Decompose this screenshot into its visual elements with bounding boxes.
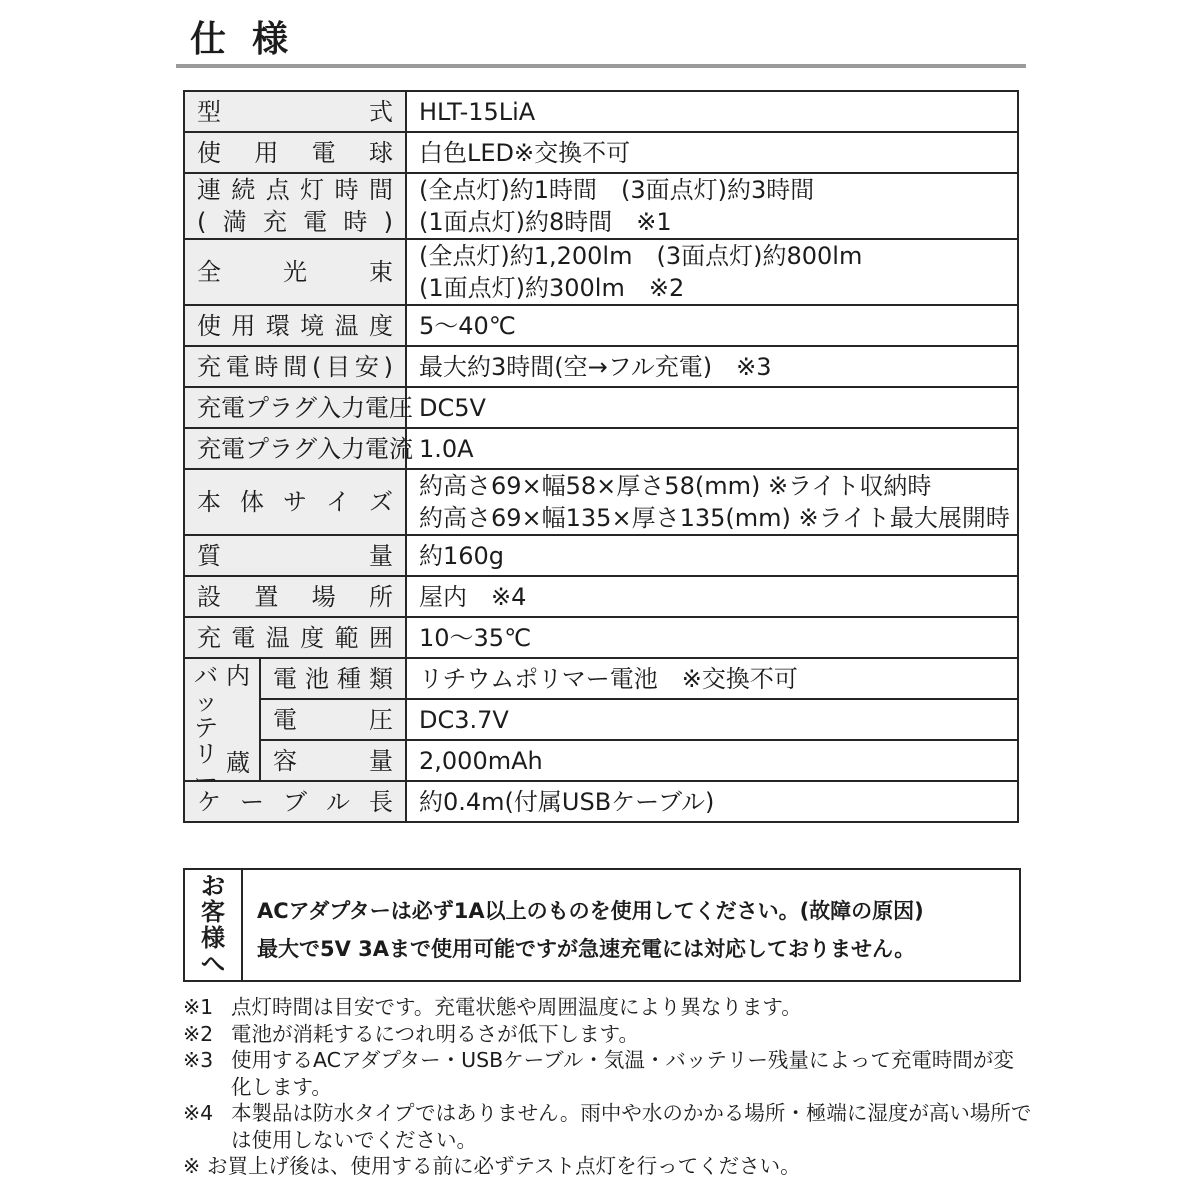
- spec-label-text: 充 電 温 度 範 囲: [197, 623, 393, 652]
- spec-label: [184, 469, 406, 535]
- spec-value: (1面点灯)約300lm ※2: [419, 274, 685, 302]
- spec-value: 約160g: [419, 541, 505, 570]
- spec-row: [184, 387, 1018, 428]
- spec-value-cell: [406, 239, 1018, 305]
- footnote-text: お買上げ後は、使用する前に必ずテスト点灯を行ってください。: [207, 1154, 801, 1178]
- spec-row: [184, 617, 1018, 658]
- footnote-mark: ※4: [183, 1101, 214, 1125]
- spec-row: [184, 781, 1018, 822]
- battery-spec-value: [406, 699, 1018, 740]
- spec-row: [184, 576, 1018, 617]
- spec-row: [184, 535, 1018, 576]
- footnote-mark: ※: [183, 1154, 201, 1178]
- spec-label: [184, 428, 413, 469]
- page-title: 仕様: [190, 19, 315, 60]
- spec-label-text: 充 電 プ ラ グ 入 力 電 圧: [197, 393, 413, 422]
- battery-spec-label-text: 電 圧: [273, 705, 393, 734]
- spec-value: 約0.4m(付属USBケーブル): [419, 787, 715, 816]
- spec-label: [184, 305, 406, 346]
- spec-label-text: 使 用 環 境 温 度: [197, 311, 393, 340]
- spec-label: [184, 535, 406, 576]
- footnotes: [183, 994, 1033, 1180]
- spec-table: [183, 90, 1019, 823]
- spec-value-cell: [406, 173, 1018, 239]
- spec-value: HLT-15LiA: [419, 97, 536, 126]
- spec-label-line: ( 満 充 電 時 ): [197, 208, 393, 236]
- spec-label: [184, 91, 406, 132]
- footnote-text: 点灯時間は目安です。充電状態や周囲温度により異なります。: [231, 995, 802, 1019]
- spec-label-text: 充 電 時 間 ( 目 安 ): [197, 352, 393, 381]
- footnote: [183, 994, 1033, 1021]
- spec-value-cell: [406, 387, 1018, 428]
- built-in-label-col: 内 蔵: [226, 662, 250, 777]
- spec-value: 約高さ69×幅135×厚さ135(mm) ※ライト最大展開時: [419, 504, 1010, 532]
- battery-row: [184, 699, 1018, 740]
- spec-label: [184, 173, 406, 239]
- spec-value-cell: [406, 617, 1018, 658]
- battery-spec-label-text: 電 池 種 類: [273, 664, 393, 693]
- footnote-text: 電池が消耗するにつれ明るさが低下します。: [231, 1021, 639, 1046]
- footnote: [183, 1047, 1033, 1100]
- spec-label: [184, 387, 413, 428]
- spec-label: [184, 239, 406, 305]
- spec-value: 2,000mAh: [419, 746, 543, 775]
- battery-spec-value: [406, 740, 1018, 781]
- customer-notice-box: [183, 868, 1021, 982]
- spec-value: 屋内 ※4: [419, 582, 527, 611]
- spec-row: [184, 173, 1018, 239]
- battery-spec-label: [260, 658, 406, 699]
- spec-row: [184, 428, 1018, 469]
- spec-value: (1面点灯)約8時間 ※1: [419, 208, 672, 236]
- footnote: [183, 1100, 1033, 1153]
- spec-row: [184, 239, 1018, 305]
- spec-value-cell: [406, 346, 1018, 387]
- footnote-text: 本製品は防水タイプではありません。雨中や水のかかる場所・極端に湿度が高い場所では使用しないでください。: [231, 1101, 1032, 1152]
- spec-value: 約高さ69×幅58×厚さ58(mm) ※ライト収納時: [419, 472, 932, 500]
- spec-value: DC5V: [419, 393, 486, 422]
- spec-value: リチウムポリマー電池 ※交換不可: [419, 664, 798, 693]
- battery-row: [184, 740, 1018, 781]
- battery-spec-label-text: 容 量: [273, 746, 393, 775]
- spec-row: [184, 132, 1018, 173]
- battery-group-label: [184, 658, 260, 794]
- footnote-mark: ※1: [183, 995, 214, 1019]
- spec-label-text: 設 置 場 所: [197, 582, 393, 611]
- footnote-text: 使用するACアダプター・USBケーブル・気温・バッテリー残量によって充電時間が変化します。: [231, 1048, 1014, 1099]
- footnote: [183, 1021, 1033, 1048]
- battery-row: [184, 658, 1018, 699]
- battery-spec-label: [260, 699, 406, 740]
- spec-row: [184, 91, 1018, 132]
- spec-label-text: 本 体 サ イ ズ: [197, 488, 393, 516]
- spec-value-cell: [406, 305, 1018, 346]
- spec-label: [184, 346, 406, 387]
- footnote-mark: ※3: [183, 1048, 214, 1072]
- spec-label-text: 充 電 プ ラ グ 入 力 電 流: [197, 434, 413, 463]
- customer-notice-text: [243, 870, 1019, 980]
- spec-row: [184, 469, 1018, 535]
- battery-spec-label: [260, 740, 406, 781]
- spec-value-cell: [406, 535, 1018, 576]
- customer-notice-heading: お 客 様 へ: [185, 870, 243, 980]
- spec-value: 5～40℃: [419, 311, 516, 340]
- spec-value-cell: [406, 428, 1018, 469]
- spec-value-cell: [406, 132, 1018, 173]
- spec-value: 10～35℃: [419, 623, 532, 652]
- spec-label-text: 型 式: [197, 97, 393, 126]
- spec-value-cell: [406, 91, 1018, 132]
- spec-value: (全点灯)約1時間 (3面点灯)約3時間: [419, 176, 815, 204]
- notice-line: ACアダプターは必ず1A以上のものを使用してください。(故障の原因): [257, 899, 924, 923]
- spec-label-text: 全 光 束: [197, 258, 393, 286]
- spec-value: DC3.7V: [419, 705, 509, 734]
- battery-label-col: バ ッ テ リ ー: [194, 662, 218, 794]
- spec-label: [184, 617, 406, 658]
- spec-value-cell: [406, 576, 1018, 617]
- spec-label: [184, 132, 406, 173]
- battery-spec-value: [406, 658, 1018, 699]
- spec-value: (全点灯)約1,200lm (3面点灯)約800lm: [419, 242, 863, 270]
- spec-label-text: 使 用 電 球: [197, 138, 393, 167]
- spec-value-cell: [406, 469, 1018, 535]
- spec-row: [184, 346, 1018, 387]
- footnote-mark: ※2: [183, 1021, 214, 1046]
- spec-value-cell: [406, 781, 1018, 822]
- spec-value: 1.0A: [419, 434, 474, 463]
- spec-row: [184, 305, 1018, 346]
- title-underline: [176, 64, 1026, 68]
- spec-value: 白色LED※交換不可: [419, 138, 631, 167]
- spec-label-line: 連 続 点 灯 時 間: [197, 176, 393, 204]
- spec-value: 最大約3時間(空→フル充電) ※3: [419, 352, 772, 381]
- spec-label-text: 質 量: [197, 541, 393, 570]
- notice-line: 最大で5V 3Aまで使用可能ですが急速充電には対応しておりません。: [257, 937, 916, 961]
- spec-label: [184, 576, 406, 617]
- spec-label-text: ケ ー ブ ル 長: [197, 787, 393, 816]
- footnote: [183, 1153, 1033, 1180]
